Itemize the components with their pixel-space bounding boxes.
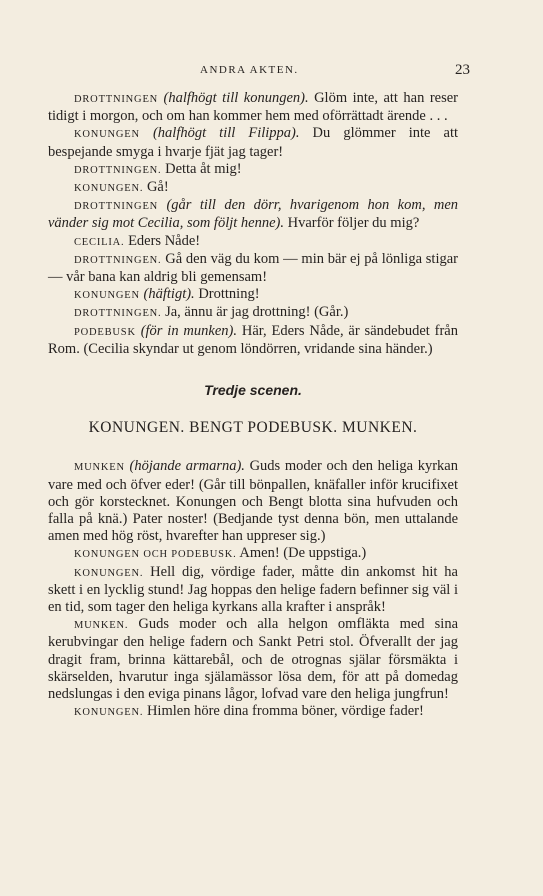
speaker-name: DROTTNINGEN xyxy=(74,201,159,213)
speech xyxy=(48,616,458,703)
speech-text: Du glömmer inte att bespejande smyga i hvarje fjät jag tager! xyxy=(48,125,459,160)
speech-text: Gå den väg du kom — min bär ej på lönliga stigar — vår bana kan aldrig bli gemensam! xyxy=(48,250,458,286)
speech xyxy=(48,286,458,304)
speech-text: Hvarför följer du mig? xyxy=(284,215,420,232)
speech-text: Hell dig, vördige fader, måtte din ankomst hit ha skett i en lycklig stund! Jag hoppas den helige fadern befinner sig väl i en tid, som tager den heliga kyrkans alla krafter i anspråk! xyxy=(48,563,458,616)
speaker-name: MUNKEN xyxy=(74,462,125,474)
speaker-name: KONUNGEN. xyxy=(74,567,144,579)
speech xyxy=(48,703,458,721)
speech-text: Ja, ännu är jag drottning! (Går.) xyxy=(161,304,349,321)
speaker-name: KONUNGEN xyxy=(74,129,140,141)
speech xyxy=(48,161,458,179)
play-text xyxy=(48,90,458,722)
speech-text: Detta åt mig! xyxy=(161,160,242,177)
speech xyxy=(48,90,458,125)
speech-text: Glöm inte, att han reser tidigt i morgon, och om han kommer hem med oförrättadt ärende . . . xyxy=(48,90,459,125)
speaker-name: KONUNGEN xyxy=(74,290,140,302)
speech xyxy=(48,251,458,286)
speech-text: Guds moder och den heliga kyrkan vare med och öfver eder! (Går till bönpallen, knäfaller inför krucifixet och gör korstecknet. Konungen och Bengt blotta sina hufvuden och falla på knä.) Pater noster! (Bedjande tyst denna bön, men uttalande amen med hög röst, hvarefter han uppreser sig.) xyxy=(48,458,458,545)
speaker-name: MUNKEN. xyxy=(74,620,129,632)
stage-direction: (halfhögt till konungen). xyxy=(163,90,309,106)
speech xyxy=(48,233,458,251)
stage-direction: (höjande armarna). xyxy=(129,458,245,475)
speech xyxy=(48,197,458,232)
speech xyxy=(48,125,458,160)
speaker-name: CECILIA. xyxy=(74,236,125,248)
speaker-name: KONUNGEN OCH PODEBUSK. xyxy=(74,549,237,561)
page-header xyxy=(48,62,470,80)
speech xyxy=(48,304,458,322)
speech-text: Drottning! xyxy=(194,286,260,303)
stage-direction: (går till den dörr, hvarigenom hon kom, men vänder sig mot Cecilia, som följt henne). xyxy=(48,197,459,232)
speech-text: Guds moder och alla helgon omfläkta med sina kerubvingar den helige fadern och Sankt Petri stol. Öfverallt der jag dragit fram, brinna kättarebål, och de otrognas själar försmäkta i skärselden, hvarutur inga själamässor lösa dem, för att på domedag nedslungas i den eviga pinans lågor, lofvad vare den heliga jungfrun! xyxy=(48,616,458,703)
speech-text: Gå! xyxy=(143,179,169,196)
speaker-name: KONUNGEN. xyxy=(74,183,144,195)
speech-text: Eders Nåde! xyxy=(124,232,201,249)
speaker-name: DROTTNINGEN. xyxy=(74,308,162,320)
cast-list: KONUNGEN. BENGT PODEBUSK. MUNKEN. xyxy=(88,419,418,437)
stage-direction: (häftigt). xyxy=(143,286,195,303)
speaker-name: DROTTNINGEN xyxy=(74,94,159,105)
running-head: ANDRA AKTEN. xyxy=(200,64,299,76)
dialogue-block-act-end xyxy=(48,90,458,358)
stage-direction: (halfhögt till Filippa). xyxy=(152,125,300,142)
speech-text: Amen! (De uppstiga.) xyxy=(236,545,367,562)
speaker-name: KONUNGEN. xyxy=(74,707,144,719)
speaker-name: DROTTNINGEN. xyxy=(74,254,162,266)
speech xyxy=(48,179,458,197)
speech xyxy=(48,564,458,617)
dialogue-block-scene-three xyxy=(48,458,458,721)
speech-text: Himlen höre dina fromma böner, vördige fader! xyxy=(143,703,424,720)
stage-direction: (för in munken). xyxy=(140,322,237,339)
scene-title: Tredje scenen. xyxy=(204,382,302,399)
page-number: 23 xyxy=(455,62,470,78)
speaker-name: DROTTNINGEN. xyxy=(74,164,162,176)
speaker-name: PODEBUSK xyxy=(74,326,136,338)
speech xyxy=(48,545,458,563)
speech xyxy=(48,458,458,545)
speech-text: Här, Eders Nåde, är sändebudet från Rom. (Cecilia skyndar ut genom löndörren, vridande sina händer.) xyxy=(48,322,458,357)
speech xyxy=(48,323,458,358)
